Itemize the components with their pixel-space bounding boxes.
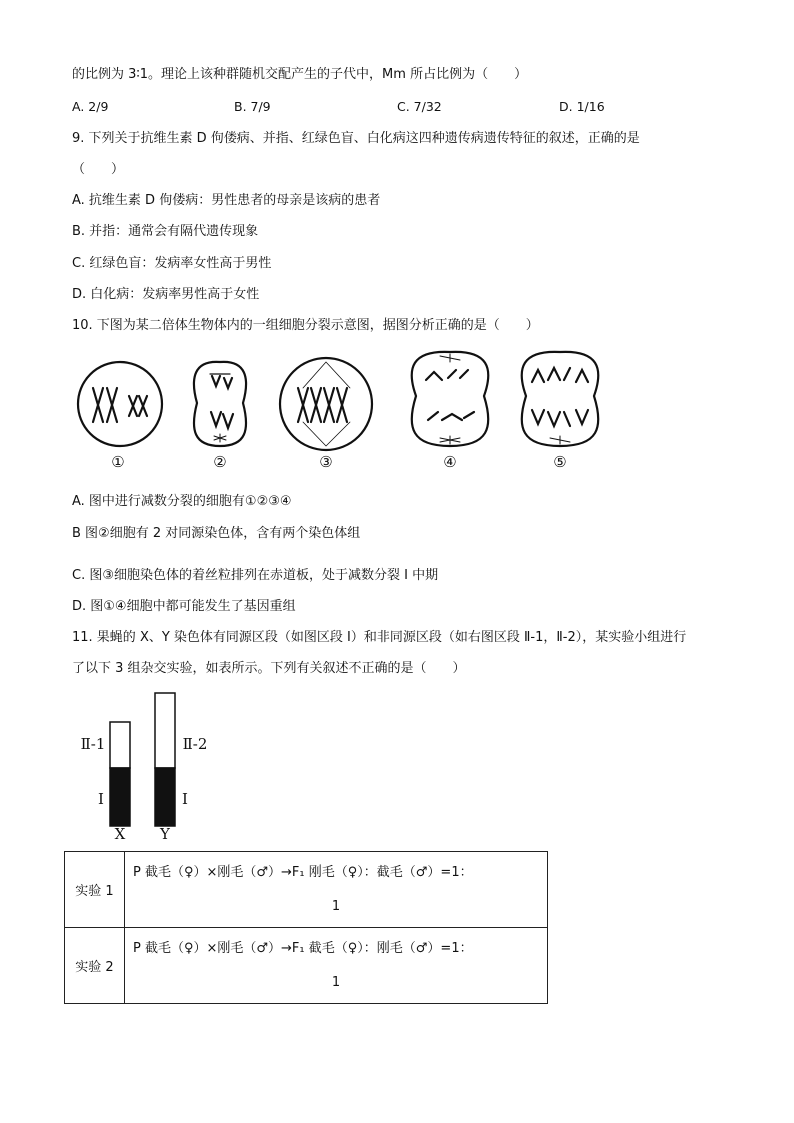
q11-stem-line-1: 11. 果蝇的 X、Y 染色体有同源区段（如图区段 I）和非同源区段（如右图区段 Ⅱ-1，Ⅱ-2），某实验小组进行: [72, 630, 687, 645]
cell-label-2: ②: [213, 453, 227, 471]
table-row: [65, 852, 548, 928]
cell-label-3: ③: [319, 453, 333, 471]
cell-2-drawing: [194, 362, 246, 446]
cell-label-1: ①: [111, 453, 125, 471]
label-x-homologous: I: [98, 790, 104, 808]
q11-stem-line-2: 了以下 3 组杂交实验，如表所示。下列有关叙述不正确的是（ ）: [72, 661, 466, 676]
label-ii-2: Ⅱ-2: [182, 735, 208, 753]
label-y: Y: [160, 826, 170, 842]
x-chromosome-nonhomologous: [110, 722, 130, 768]
experiment-2-content: [125, 928, 548, 1004]
q10-option-c: C. 图③细胞染色体的着丝粒排列在赤道板，处于减数分裂 I 中期: [72, 568, 439, 583]
xy-chromosome-figure: [108, 692, 178, 832]
label-x: X: [114, 826, 126, 842]
q8-option-b: B. 7/9: [234, 99, 271, 114]
experiment-1-line-1: P 截毛（♀）×刚毛（♂）→F₁ 刚毛（♀）：截毛（♂）=1：: [133, 865, 473, 880]
cell-label-4: ④: [443, 453, 457, 471]
q9-option-d: D. 白化病：发病率男性高于女性: [72, 287, 260, 302]
experiment-2-line-2: 1: [331, 975, 341, 990]
cell-3-drawing: [280, 358, 372, 450]
q10-option-d: D. 图①④细胞中都可能发生了基因重组: [72, 599, 296, 614]
experiments-table: [64, 851, 548, 1004]
experiment-1-label: 实验 1: [65, 852, 125, 928]
q9-option-c: C. 红绿色盲：发病率女性高于男性: [72, 256, 272, 271]
y-chromosome-homologous: [155, 768, 175, 826]
q8-option-c: C. 7/32: [397, 99, 442, 114]
label-ii-1: Ⅱ-1: [80, 735, 106, 753]
q8-option-d: D. 1/16: [559, 99, 605, 114]
experiment-1-line-2: 1: [331, 899, 341, 914]
experiment-2-line-1: P 截毛（♀）×刚毛（♂）→F₁ 截毛（♀）：刚毛（♂）=1：: [133, 941, 473, 956]
q8-option-a: A. 2/9: [72, 99, 109, 114]
q9-option-b: B. 并指：通常会有隔代遗传现象: [72, 224, 259, 239]
q10-stem: 10. 下图为某二倍体生物体内的一组细胞分裂示意图，据图分析正确的是（ ）: [72, 318, 539, 333]
cell-label-5: ⑤: [553, 453, 567, 471]
cell-division-figure: [68, 348, 613, 476]
experiment-1-content: [125, 852, 548, 928]
cell-1-drawing: [78, 362, 162, 446]
q9-stem: 9. 下列关于抗维生素 D 佝偻病、并指、红绿色盲、白化病这四种遗传病遗传特征的叙述，正确的是: [72, 131, 640, 146]
table-row: [65, 928, 548, 1004]
cell-5-drawing: [522, 352, 599, 446]
q10-option-a: A. 图中进行减数分裂的细胞有①②③④: [72, 494, 292, 509]
q10-option-b: B 图②细胞有 2 对同源染色体，含有两个染色体组: [72, 526, 361, 541]
cell-4-drawing: [412, 352, 489, 446]
x-chromosome-homologous: [110, 768, 130, 826]
q8-stem-tail: 的比例为 3∶1。理论上该种群随机交配产生的子代中，Mm 所占比例为（ ）: [72, 67, 528, 82]
q9-answer-paren: （ ）: [72, 162, 125, 177]
q9-option-a: A. 抗维生素 D 佝偻病：男性患者的母亲是该病的患者: [72, 193, 381, 208]
label-y-homologous: I: [182, 790, 188, 808]
experiment-2-label: 实验 2: [65, 928, 125, 1004]
y-chromosome-nonhomologous: [155, 693, 175, 768]
